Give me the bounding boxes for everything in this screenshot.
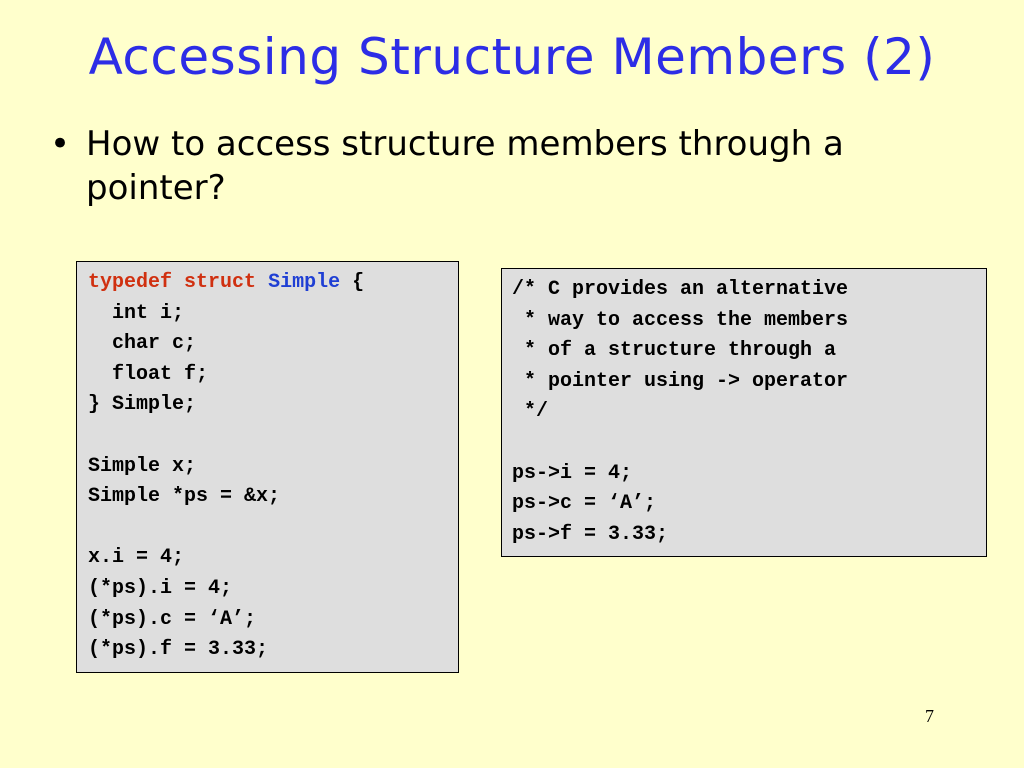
code-line: ps->f = 3.33;: [512, 522, 669, 546]
code-line: int i;: [88, 301, 185, 325]
code-line: x.i = 4;: [88, 546, 185, 570]
keyword-typedef: typedef: [88, 271, 173, 294]
code-comment-line: * pointer using -> operator: [512, 369, 849, 393]
code-line: float f;: [88, 362, 209, 386]
code-line: char c;: [88, 332, 197, 356]
code-line: ps->c = ‘A’;: [512, 492, 657, 516]
code-block-dot-access: [76, 261, 459, 673]
code-line: (*ps).i = 4;: [88, 576, 233, 600]
bullet-marker: •: [50, 124, 71, 164]
struct-name: Simple: [268, 271, 341, 294]
code-line: Simple *ps = &x;: [88, 485, 281, 509]
keyword-struct: struct: [184, 271, 257, 294]
code-line: Simple x;: [88, 454, 197, 478]
code-line: } Simple;: [88, 393, 197, 417]
code-line-blank: [88, 421, 458, 452]
code-comment-line: * way to access the members: [512, 308, 849, 332]
code-comment-line: * of a structure through a: [512, 339, 837, 363]
code-comment-line: /* C provides an alternative: [512, 278, 849, 301]
bullet-text: How to access structure members through a pointer?: [86, 124, 844, 208]
code-brace: {: [340, 271, 365, 294]
code-comment-line: */: [512, 400, 549, 424]
slide-title: Accessing Structure Members (2): [88, 28, 936, 86]
code-line-typedef: [88, 268, 458, 299]
code-line: (*ps).c = ‘A’;: [88, 607, 257, 631]
code-block-arrow-access: [501, 268, 987, 557]
code-line-blank: [88, 513, 458, 544]
code-line: (*ps).f = 3.33;: [88, 638, 269, 662]
code-line: ps->i = 4;: [512, 461, 633, 485]
page-number: 7: [925, 706, 934, 726]
code-line-blank: [512, 428, 986, 459]
